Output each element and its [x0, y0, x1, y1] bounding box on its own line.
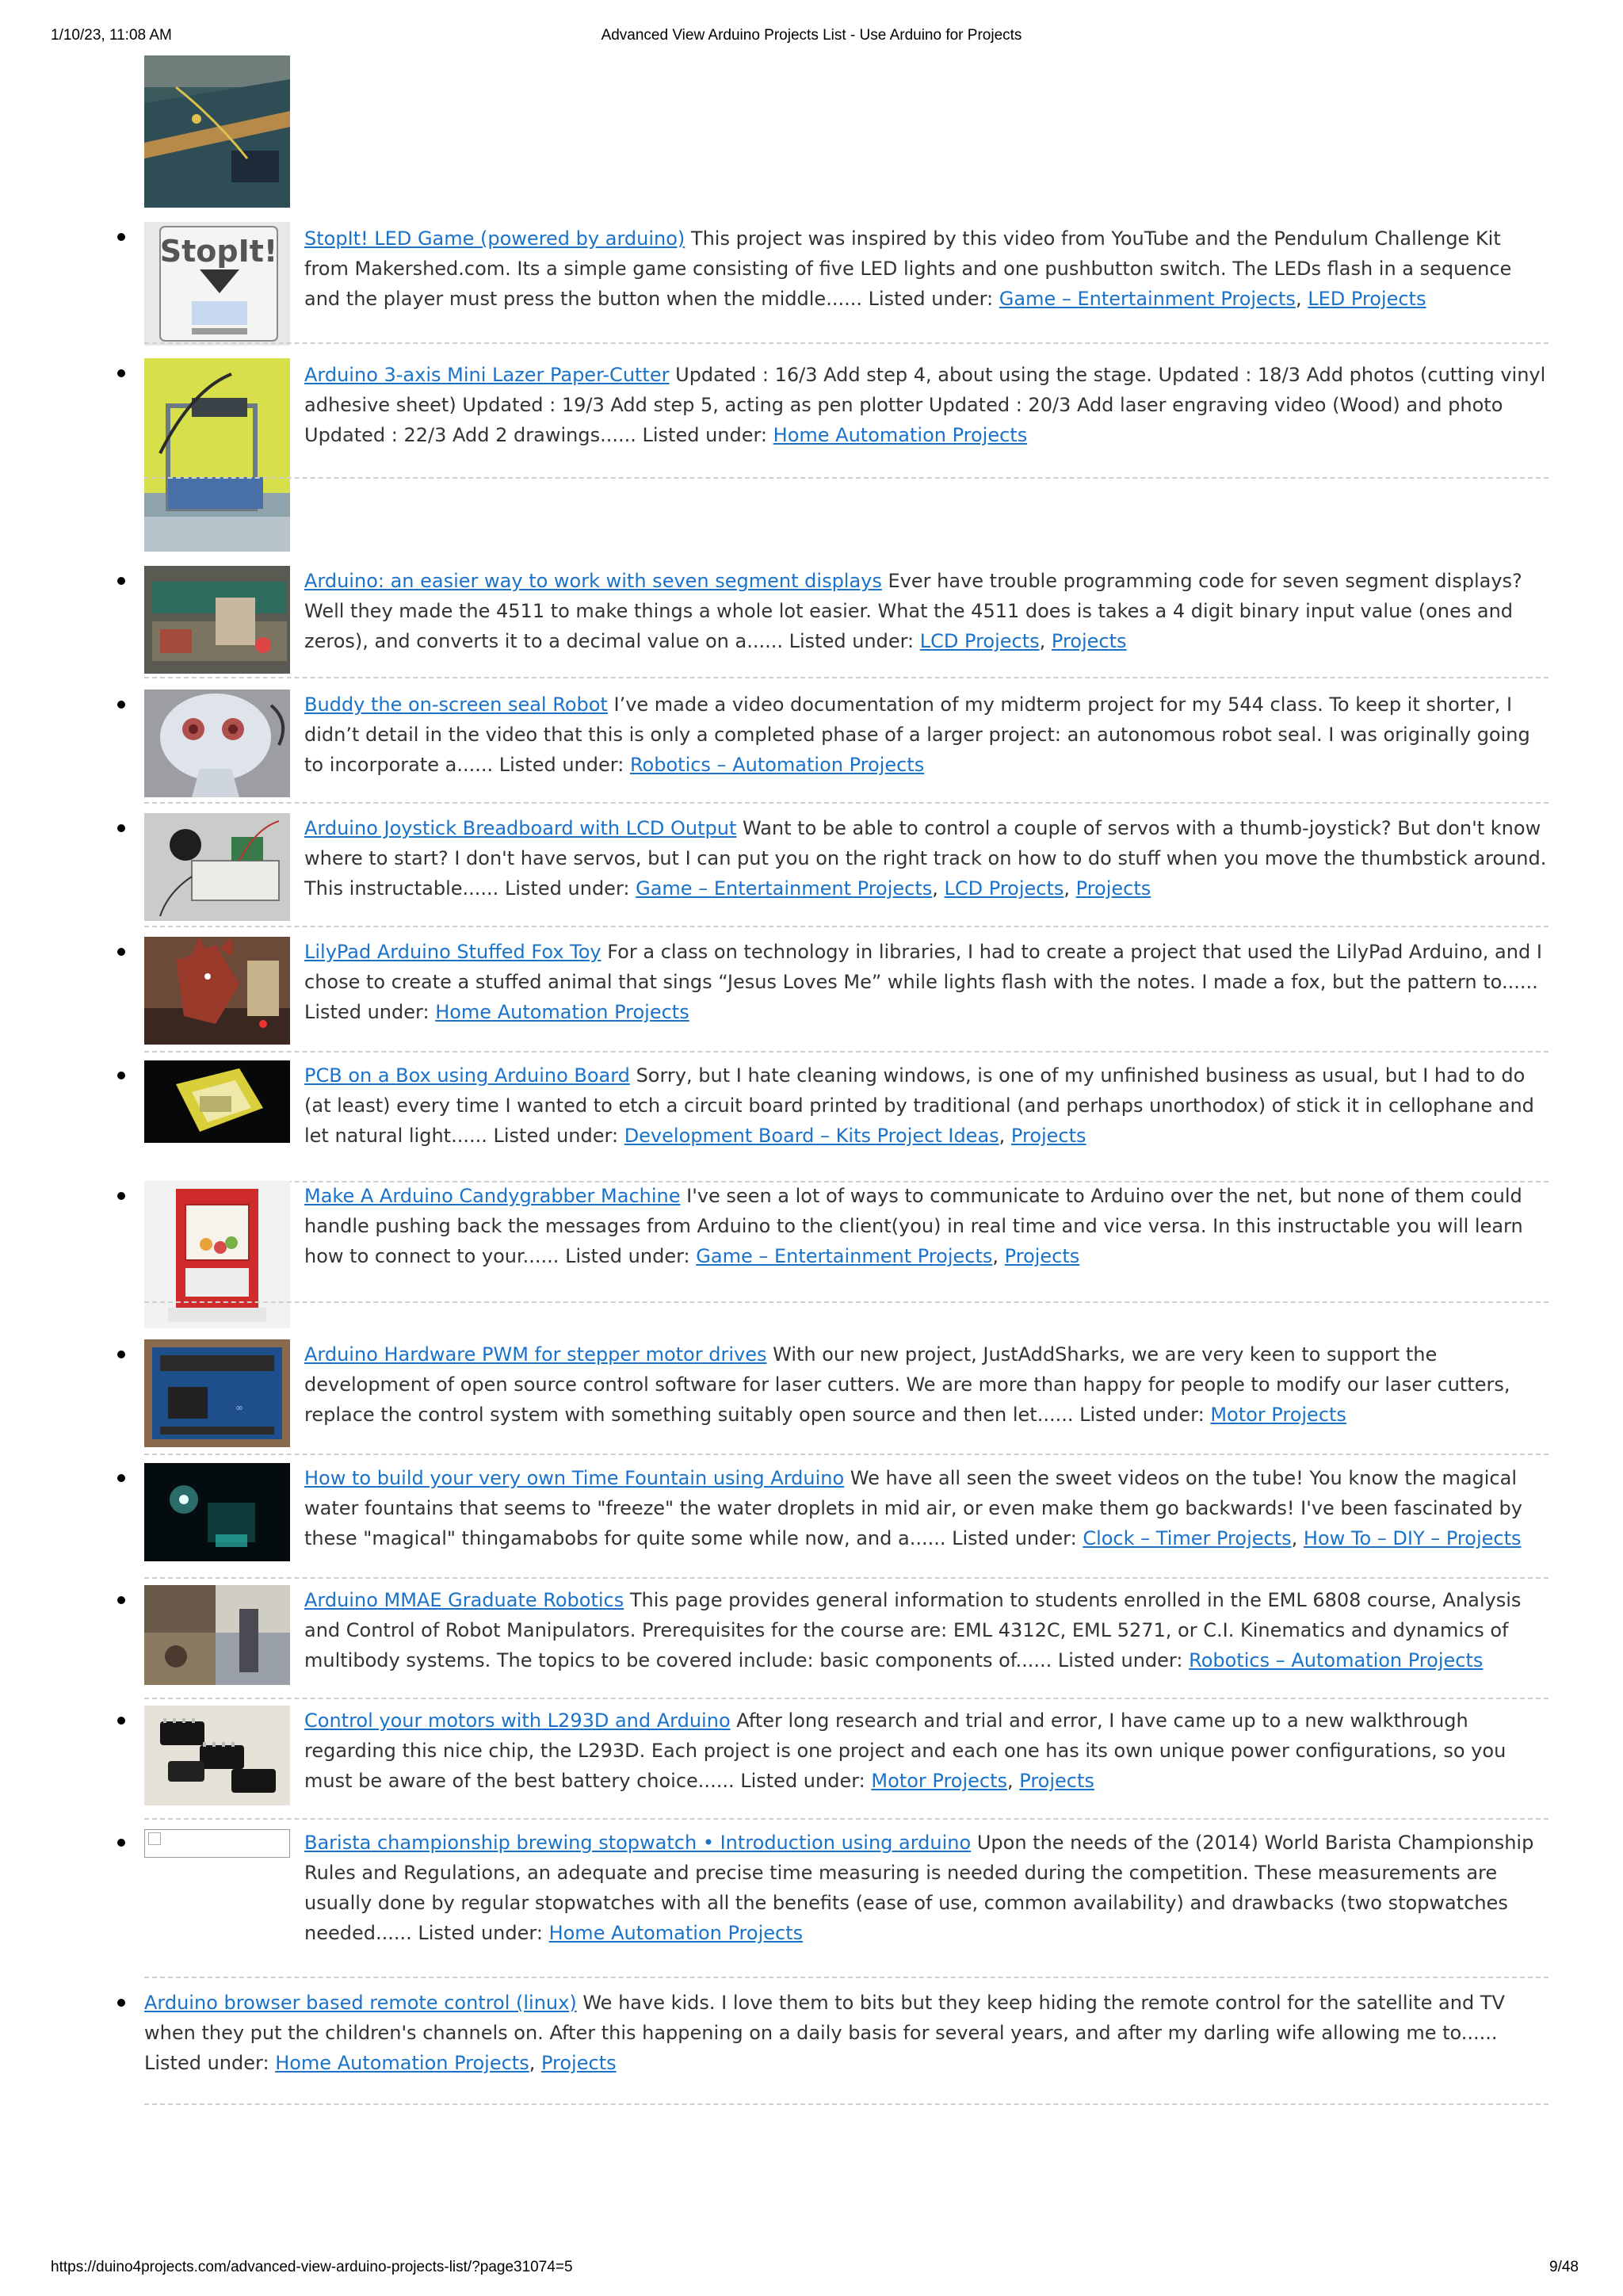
thumbnail-logo-text: StopIt!: [159, 234, 278, 269]
project-description: I’ve made a video documentation of my midterm project for my 544 class. To keep it shorter, I didn’t detail in the video that this is only a completed phase of a larger project: an autonomous robot seal. I was originally going to incorporate a......: [304, 693, 1530, 776]
project-title-link[interactable]: Arduino MMAE Graduate Robotics: [304, 1589, 624, 1611]
project-title-link[interactable]: Arduino: an easier way to work with seven segment displays: [304, 570, 882, 592]
listed-under-label: Listed under:: [504, 877, 630, 900]
separator: [144, 2103, 1549, 2105]
bullet: [117, 1474, 125, 1482]
category-link[interactable]: How To – DIY – Projects: [1303, 1527, 1522, 1549]
listed-under-label: Listed under:: [789, 630, 915, 652]
category-link[interactable]: Home Automation Projects: [773, 424, 1028, 446]
project-thumbnail[interactable]: [144, 566, 290, 674]
entry-text: How to build your very own Time Fountain using Arduino We have all seen the sweet videos on the tube! You know the magical water fountains that seems to "freeze" the water droplets in mid air, or even make them go backwards! I've been fascinated by these "magical" thingamabobs for quite some while now, and a...... Listed under: Clock – Timer Projects, How To – DIY – Projects: [304, 1467, 1522, 1549]
project-thumbnail[interactable]: [144, 358, 290, 552]
category-link[interactable]: Motor Projects: [1210, 1404, 1346, 1426]
category-link[interactable]: Robotics – Automation Projects: [1189, 1649, 1484, 1671]
separator: [144, 1698, 1549, 1699]
category-link[interactable]: Projects: [540, 2052, 617, 2074]
bullet: [117, 701, 125, 709]
separator: [144, 1818, 1549, 1820]
project-description: Sorry, but I hate cleaning windows, is one of my unfinished business as usual, but I had to do (at least) every time I wanted to etch a circuit board printed by traditional (and perhaps unorthodox) of stick it in cellophane and let natural light......: [304, 1064, 1534, 1147]
bullet: [117, 948, 125, 956]
project-thumbnail[interactable]: [144, 1181, 290, 1328]
project-title-link[interactable]: StopIt! LED Game (powered by arduino): [304, 227, 685, 250]
separator: [144, 1051, 1549, 1052]
category-link[interactable]: Game – Entertainment Projects: [696, 1245, 993, 1267]
bullet: [117, 824, 125, 832]
print-datetime: 1/10/23, 11:08 AM: [51, 27, 172, 44]
project-title-link[interactable]: PCB on a Box using Arduino Board: [304, 1064, 630, 1087]
project-description: I've seen a lot of ways to communicate to Arduino over the net, but none of them could handle pushing back the messages from Arduino to the client(you) in real time and vice versa. In this instructable you will learn how to connect to your......: [304, 1185, 1523, 1267]
project-thumbnail[interactable]: [144, 937, 290, 1045]
separator: [144, 802, 1549, 804]
category-link[interactable]: Development Board – Kits Project Ideas: [624, 1125, 999, 1147]
project-description: Updated : 16/3 Add step 4, about using the stage. Updated : 18/3 Add photos (cutting vinyl adhesive sheet) Updated : 19/3 Add step 5, acting as pen plotter Updated : 20/3 Add laser engraving video (Wood) and photo Updated : 22/3 Add 2 drawings......: [304, 364, 1546, 446]
project-title-link[interactable]: LilyPad Arduino Stuffed Fox Toy: [304, 941, 601, 963]
listed-under-label: Listed under:: [565, 1245, 690, 1267]
project-description: This project was inspired by this video from YouTube and the Pendulum Challenge Kit from Makershed.com. Its a simple game consisting of five LED lights and one pushbutton switch. The LEDs flash in a sequence and the player must press the button when the middle......: [304, 227, 1512, 310]
listed-under-label: Listed under:: [642, 424, 768, 446]
bullet: [117, 577, 125, 585]
broken-image-thumbnail[interactable]: [144, 1829, 290, 1858]
project-title-link[interactable]: Buddy the on-screen seal Robot: [304, 693, 608, 716]
entry-text: [304, 1339, 1549, 1430]
separator: [144, 1301, 1549, 1303]
entry-text: PCB on a Box using Arduino Board Sorry, but I hate cleaning windows, is one of my unfinished business as usual, but I had to do (at least) every time I wanted to etch a circuit board printed by traditional (and perhaps unorthodox) of stick it in cellophane and let natural light...... Listed under: Development Board – Kits Project Ideas, Projects: [304, 1064, 1534, 1147]
project-thumbnail[interactable]: [144, 222, 290, 346]
category-link[interactable]: Projects: [1004, 1245, 1080, 1267]
entry-text: Arduino: an easier way to work with seven segment displays Ever have trouble programming code for seven segment displays? Well they made the 4511 to make things a whole lot easier. What the 4511 does is takes a 4 digit binary input value (ones and zeros), and converts it to a decimal value on a...... Listed under: LCD Projects, Projects: [304, 570, 1522, 652]
separator: [144, 342, 1549, 344]
entry-text: Arduino Joystick Breadboard with LCD Output Want to be able to control a couple of servos with a thumb-joystick? But don't know where to start? I don't have servos, but I can put you on the right track on how to do stuff when you move the thumbstick around. This instructable...... Listed under: Game – Entertainment Projects, LCD Projects, Projects: [304, 817, 1547, 900]
listed-under-label: Listed under:: [868, 288, 994, 310]
project-description: For a class on technology in libraries, I had to create a project that used the LilyPad Arduino, and I chose to create a stuffed animal that sings “Jesus Loves Me” while lights flash with the notes. I made a fox, but the pattern to......: [304, 941, 1542, 993]
bullet: [117, 1839, 125, 1847]
listed-under-label: Listed under:: [1057, 1649, 1183, 1671]
entry-text: Control your motors with L293D and Arduino After long research and trial and error, I have came up to a new walkthrough regarding this nice chip, the L293D. Each project is one project and each one has its own unique power configurations, so you must be aware of the best battery choice...... Listed under: Motor Projects, Projects: [304, 1710, 1507, 1792]
project-description: We have kids. I love them to bits but they keep hiding the remote control for the satellite and TV when they put the children's channels on. After this happening on a daily basis for several years, and after my darling wife allowing me to......: [144, 1992, 1505, 2044]
project-thumbnail[interactable]: [144, 1060, 290, 1143]
project-title-link[interactable]: Barista championship brewing stopwatch • Introduction using arduino: [304, 1832, 972, 1854]
project-title-link[interactable]: How to build your very own Time Fountain using Arduino: [304, 1467, 845, 1489]
print-page-title: Advanced View Arduino Projects List - Use Arduino for Projects: [601, 27, 1022, 44]
project-thumbnail[interactable]: [144, 1463, 290, 1561]
category-link[interactable]: Projects: [1019, 1770, 1094, 1792]
separator: [144, 1977, 1549, 1978]
category-link[interactable]: Projects: [1051, 630, 1127, 652]
listed-under-label: Listed under:: [952, 1527, 1077, 1549]
category-link[interactable]: Motor Projects: [871, 1770, 1008, 1792]
bullet: [117, 369, 125, 377]
project-description: Upon the needs of the (2014) World Barista Championship Rules and Regulations, an adequate and precise time measuring is needed during the competition. These measurements are usually done by regular stopwatches with all the benefits (ease of use, common availability) and drawbacks (two stopwatches needed......: [304, 1832, 1534, 1944]
project-title-link[interactable]: Arduino 3-axis Mini Lazer Paper-Cutter: [304, 364, 670, 386]
bullet: [117, 1596, 125, 1604]
project-description: Want to be able to control a couple of servos with a thumb-joystick? But don't know where to start? I don't have servos, but I can put you on the right track on how to do stuff when you move the thumbstick around. This instructable......: [304, 817, 1547, 900]
previous-entry-thumbnail[interactable]: [144, 55, 290, 208]
project-description: We have all seen the sweet videos on the tube! You know the magical water fountains that seems to "freeze" the water droplets in mid air, or even make them go backwards! I've been fascinated by these "magical" thingamabobs for quite some while now, and a......: [304, 1467, 1522, 1549]
entry-text: StopIt! LED Game (powered by arduino) This project was inspired by this video from YouTube and the Pendulum Challenge Kit from Makershed.com. Its a simple game consisting of five LED lights and one pushbutton switch. The LEDs flash in a sequence and the player must press the button when the middle...... Listed under: Game – Entertainment Projects, LED Projects: [304, 227, 1512, 310]
listed-under-label: Listed under:: [498, 754, 624, 776]
category-link[interactable]: LCD Projects: [919, 630, 1040, 652]
entry-text: [304, 360, 1549, 450]
bullet: [117, 233, 125, 241]
project-title-link[interactable]: Arduino Hardware PWM for stepper motor drives: [304, 1343, 767, 1366]
category-link[interactable]: Game – Entertainment Projects: [636, 877, 933, 900]
project-thumbnail[interactable]: [144, 690, 290, 797]
print-footer: [0, 2259, 1623, 2281]
category-link[interactable]: Projects: [1010, 1125, 1086, 1147]
broken-image-icon: [148, 1832, 161, 1845]
category-link[interactable]: Projects: [1075, 877, 1151, 900]
project-thumbnail[interactable]: [144, 1706, 290, 1805]
project-description: With our new project, JustAddSharks, we are very keen to support the development of open source control software for laser cutters. We are more than happy for people to modify our laser cutters, replace the control system with something suitably open source and then let......: [304, 1343, 1510, 1426]
category-link[interactable]: Home Automation Projects: [548, 1922, 804, 1944]
bullet: [117, 1072, 125, 1079]
entry-text: Arduino browser based remote control (linux) We have kids. I love them to bits but they keep hiding the remote control for the satellite and TV when they put the children's channels on. After this happening on a daily basis for several years, and after my darling wife allowing me to...... Listed under: Home Automation Projects, Projects: [144, 1992, 1505, 2074]
bullet: [117, 1192, 125, 1200]
entry-text: Make A Arduino Candygrabber Machine I've seen a lot of ways to communicate to Arduino over the net, but none of them could handle pushing back the messages from Arduino to the client(you) in real time and vice versa. In this instructable you will learn how to connect to your...... Listed under: Game – Entertainment Projects, Projects: [304, 1185, 1523, 1267]
listed-under-label: Listed under:: [144, 2052, 269, 2074]
separator: [144, 1577, 1549, 1579]
bullet: [117, 1717, 125, 1725]
category-link[interactable]: LED Projects: [1308, 288, 1426, 310]
category-link[interactable]: Robotics – Automation Projects: [629, 754, 925, 776]
project-description: After long research and trial and error, I have came up to a new walkthrough regarding this nice chip, the L293D. Each project is one project and each one has its own unique power configurations, so you must be aware of the best battery choice......: [304, 1710, 1507, 1792]
print-page-number: 9/48: [1549, 2259, 1579, 2275]
listed-under-label: Listed under:: [493, 1125, 619, 1147]
category-link[interactable]: Home Automation Projects: [435, 1001, 689, 1023]
project-thumbnail[interactable]: [144, 813, 290, 921]
project-title-link[interactable]: Arduino Joystick Breadboard with LCD Output: [304, 817, 737, 839]
separator: [144, 926, 1549, 927]
entry-text: [304, 690, 1549, 780]
entry-text: [304, 1585, 1549, 1675]
print-url: https://duino4projects.com/advanced-view-arduino-projects-list/?page31074=5: [51, 2259, 573, 2275]
thumbnail-board-mark: ∞: [235, 1402, 243, 1413]
project-thumbnail[interactable]: [144, 1585, 290, 1685]
separator: [144, 1454, 1549, 1455]
bullet: [117, 1999, 125, 2007]
project-thumbnail[interactable]: [144, 1339, 290, 1447]
listed-under-label: Listed under:: [740, 1770, 865, 1792]
project-title-link[interactable]: Control your motors with L293D and Arduino: [304, 1710, 731, 1732]
separator: [144, 477, 1549, 479]
category-link[interactable]: Home Automation Projects: [275, 2052, 529, 2074]
listed-under-label: Listed under:: [304, 1001, 430, 1023]
category-link[interactable]: Game – Entertainment Projects: [999, 288, 1296, 310]
entry-text: [304, 1828, 1549, 1948]
category-link[interactable]: Clock – Timer Projects: [1083, 1527, 1292, 1549]
bullet: [117, 1350, 125, 1358]
category-link[interactable]: LCD Projects: [944, 877, 1064, 900]
listed-under-label: Listed under:: [1079, 1404, 1205, 1426]
entry-text: [304, 937, 1549, 1027]
listed-under-label: Listed under:: [418, 1922, 543, 1944]
separator: [144, 677, 1549, 678]
project-description: This page provides general information to students enrolled in the EML 6808 course, Analysis and Control of Robot Manipulators. Prerequisites for the course are: EML 4312C, EML 5271, or C.I. Kinematics and dynamics of multibody systems. The topics to be covered include: basic components of......: [304, 1589, 1522, 1671]
project-title-link[interactable]: Arduino browser based remote control (linux): [144, 1992, 577, 2014]
project-title-link[interactable]: Make A Arduino Candygrabber Machine: [304, 1185, 681, 1207]
project-description: Ever have trouble programming code for seven segment displays? Well they made the 4511 to make things a whole lot easier. What the 4511 does is takes a 4 digit binary input value (ones and zeros), and converts it to a decimal value on a......: [304, 570, 1522, 652]
